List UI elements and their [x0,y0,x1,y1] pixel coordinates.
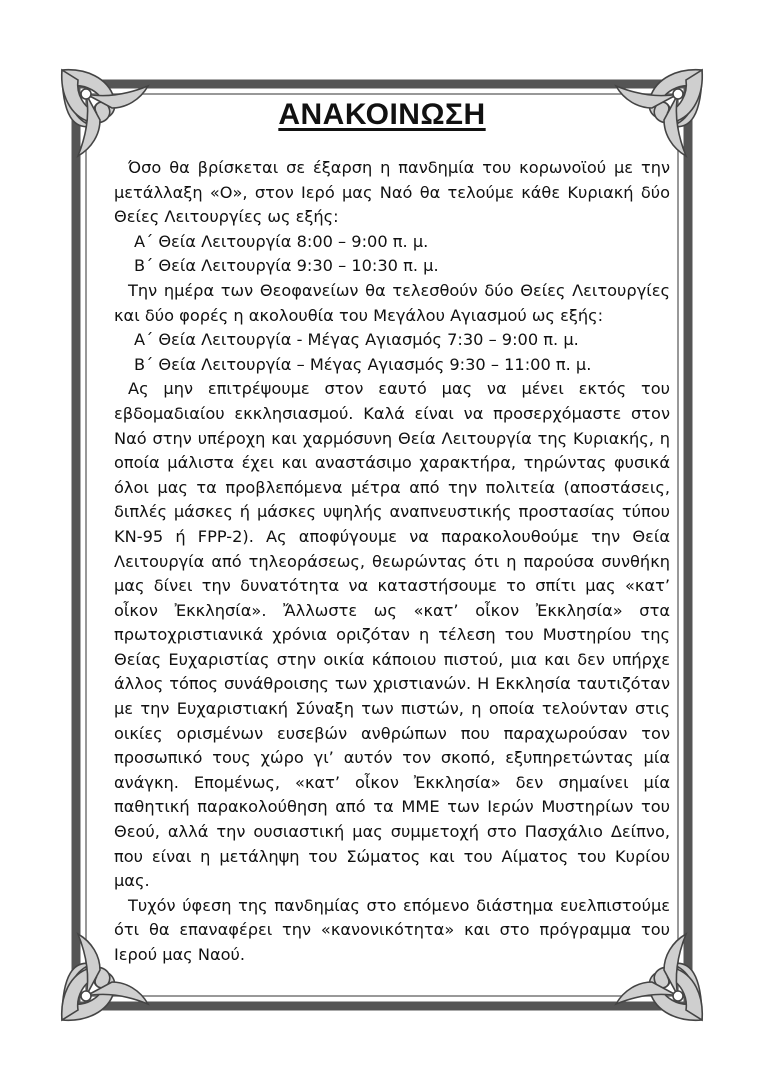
theophany-liturgy-2: Β΄ Θεία Λειτουργία – Μέγας Αγιασμός 9:30 – 11:00 π. μ. [134,354,592,374]
theophany-intro-paragraph: Την ημέρα των Θεοφανείων θα τελεσθούν δύο Θείες Λειτουργίες και δύο φορές η ακολουθία του Μεγάλου Αγιασμού ως εξής: [114,280,670,325]
sunday-liturgy-2: Β΄ Θεία Λειτουργία 9:30 – 10:30 π. μ. [134,256,439,276]
sunday-liturgy-1: Α΄ Θεία Λειτουργία 8:00 – 9:00 π. μ. [134,231,429,251]
intro-paragraph: Όσο θα βρίσκεται σε έξαρση η πανδημία του κορωνοϊού με την μετάλλαξη «Ο», στον Ιερό μας Ναό θα τελούμε κάθε Κυριακή δύο Θείες Λειτουργίες ως εξής: [114,158,670,227]
closing-paragraph: Τυχόν ύφεση της πανδημίας στο επόμενο διάστημα ευελπιστούμε ότι θα επαναφέρει την «κανονικότητα» και στο πρόγραμμα του Ιερού μας Ναού. [114,895,670,964]
announcement-body [114,156,670,968]
announcement-title: ΑΝΑΚΟΙΝΩΣΗ [278,98,486,131]
decorative-frame [62,70,702,1020]
body-paragraph: Ας μην επιτρέψουμε στον εαυτό μας να μένει εκτός του εβδομαδιαίου εκκλησιασμού. Καλά είναι να προσερχόμαστε στον Ναό στην υπέροχη και χαρμόσυνη Θεία Λειτουργία της Κυριακής, η οποία μάλιστα έχει και αναστάσιμο χαρακτήρα, τηρώντας φυσικά όλοι μας τα προβλεπόμενα μέτρα από την πολιτεία (αποστάσεις, διπλές μάσκες ή μάσκες υψηλής αναπνευστικής προστασίας τύπου KN-95 ή FPP-2). Ας αποφύγουμε να παρακολουθούμε την Θεία Λειτουργία από τηλεοράσεως, θεωρώντας ότι η παρούσα συνθήκη μας δίνει την δυνατότητα να καταστήσουμε το σπίτι μας «κατ’ οἶκον Ἐκκλησία». Ἄλλωστε ως «κατ’ οἶκον Ἐκκλησία» στα πρωτοχριστιανικά χρόνια οριζόταν η τέλεση του Μυστηρίου της Θείας Ευχαριστίας στην οικία κάποιου πιστού, μια και δεν υπήρχε άλλος τόπος συνάθροισης των χριστιανών. Η Εκκλησία ταυτιζόταν με την Ευχαριστιακή Σύναξη των πιστών, η οποία τελούνταν στις οικίες ορισμένων ευσεβών ανθρώπων που παραχωρούσαν τον προσωπικό τους χώρο γι’ αυτόν τον σκοπό, εξυπηρετώντας μία ανάγκη. Επομένως, «κατ’ οἶκον Ἐκκλησία» δεν σημαίνει μία παθητική παρακολούθηση από τα ΜΜΕ των Ιερών Μυστηρίων του Θεού, αλλά την ουσιαστική μας συμμετοχή στο Πασχάλιο Δείπνο, που είναι η μετάληψη του Σώματος και του Αίματος του Κυρίου μας. [114,379,670,891]
theophany-liturgy-1: Α΄ Θεία Λειτουργία - Μέγας Αγιασμός 7:30 – 9:00 π. μ. [134,330,579,350]
